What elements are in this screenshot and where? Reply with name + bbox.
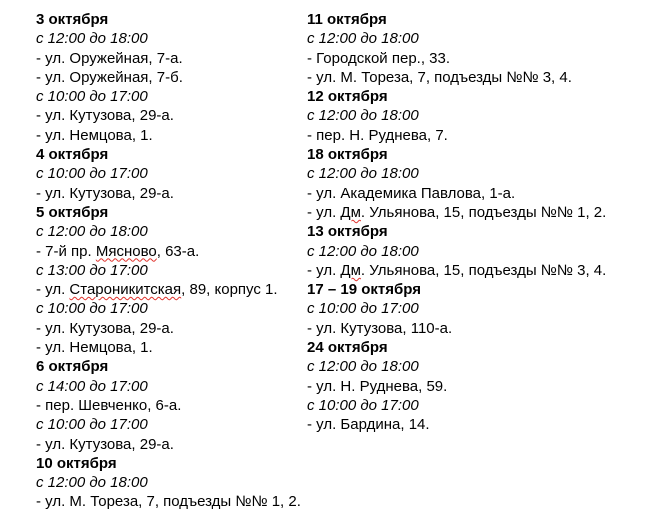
address-line: - ул. Дм. Ульянова, 15, подъезды №№ 3, 4. — [307, 261, 607, 279]
time-range: с 12:00 до 18:00 — [307, 30, 419, 48]
address-line: - пер. Н. Руднева, 7. — [307, 126, 448, 144]
date-heading: 18 октября — [307, 146, 388, 164]
time-range: с 10:00 до 17:00 — [307, 396, 419, 414]
time-range: с 10:00 до 17:00 — [36, 88, 148, 106]
spellcheck-flagged-word: Староникитская — [69, 281, 182, 299]
time-range: с 12:00 до 18:00 — [307, 165, 419, 183]
address-line: - ул. Кутузова, 29-а. — [36, 319, 174, 337]
address-line: - ул. Кутузова, 29-а. — [36, 184, 174, 202]
time-range: с 12:00 до 18:00 — [307, 242, 419, 260]
schedule-right-column — [307, 10, 657, 435]
time-range: с 12:00 до 18:00 — [36, 474, 148, 492]
date-heading: 3 октября — [36, 11, 109, 28]
time-range: с 13:00 до 17:00 — [36, 261, 148, 279]
address-line: - ул. Дм. Ульянова, 15, подъезды №№ 1, 2. — [307, 203, 607, 221]
time-range: с 12:00 до 18:00 — [307, 107, 419, 125]
address-line: - 7-й пр. Мясново, 63-а. — [36, 242, 200, 260]
date-heading: 11 октября — [307, 11, 387, 28]
address-line: - ул. Немцова, 1. — [36, 126, 153, 144]
time-range: с 10:00 до 17:00 — [36, 300, 148, 318]
address-line: - ул. Кутузова, 29-а. — [36, 435, 174, 453]
spellcheck-flagged-word: Мясново — [95, 242, 157, 260]
address-line: - ул. М. Тореза, 7, подъезды №№ 1, 2. — [36, 493, 301, 511]
time-range: с 14:00 до 17:00 — [36, 377, 148, 395]
date-heading: 24 октября — [307, 339, 388, 357]
address-line: - ул. Оружейная, 7-б. — [36, 68, 183, 86]
address-line: - ул. Академика Павлова, 1-а. — [307, 184, 516, 202]
spellcheck-flagged-word: Дм — [340, 261, 361, 279]
date-heading: 5 октября — [36, 203, 109, 221]
time-range: с 12:00 до 18:00 — [307, 358, 419, 376]
address-line: - ул. Кутузова, 29-а. — [36, 107, 174, 125]
address-line: - ул. Кутузова, 110-а. — [307, 319, 453, 337]
schedule-left-column — [36, 10, 301, 512]
date-heading: 12 октября — [307, 88, 388, 106]
date-heading: 6 октября — [36, 358, 109, 376]
date-heading: 10 октября — [36, 454, 117, 472]
address-line: - пер. Шевченко, 6-а. — [36, 396, 182, 414]
date-heading: 13 октября — [307, 223, 388, 241]
date-heading: 17 – 19 октября — [307, 281, 421, 299]
address-line: - Городской пер., 33. — [307, 49, 451, 67]
address-line: - ул. Оружейная, 7-а. — [36, 49, 183, 67]
address-line: - ул. Староникитская, 89, корпус 1. — [36, 281, 278, 299]
spellcheck-flagged-word: Дм — [340, 203, 361, 221]
time-range: с 12:00 до 18:00 — [36, 223, 148, 241]
address-line: - ул. Н. Руднева, 59. — [307, 377, 448, 395]
time-range: с 10:00 до 17:00 — [307, 300, 419, 318]
time-range: с 10:00 до 17:00 — [36, 416, 148, 434]
address-line: - ул. Немцова, 1. — [36, 339, 153, 357]
time-range: с 10:00 до 17:00 — [36, 165, 148, 183]
address-line: - ул. Бардина, 14. — [307, 416, 430, 434]
time-range: с 12:00 до 18:00 — [36, 30, 148, 48]
address-line: - ул. М. Тореза, 7, подъезды №№ 3, 4. — [307, 68, 572, 86]
date-heading: 4 октября — [36, 146, 109, 164]
